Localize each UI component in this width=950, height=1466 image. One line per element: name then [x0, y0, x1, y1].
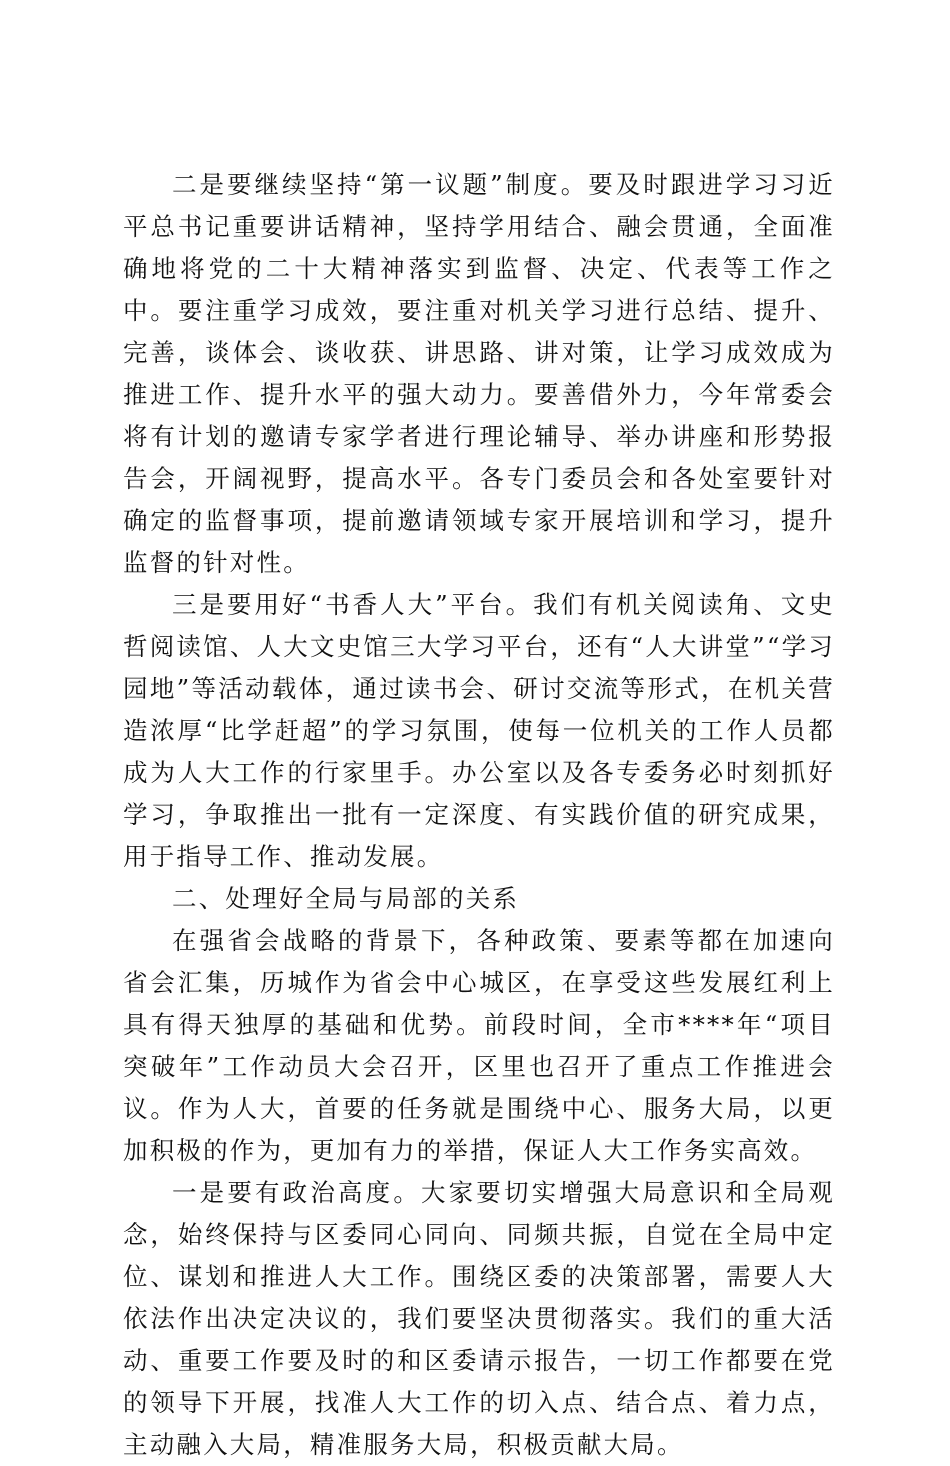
- document-body: [123, 164, 835, 1466]
- paragraph-book-platform: 三是要用好“书香人大”平台。我们有机关阅读角、文史哲阅读馆、人大文史馆三大学习平台，还有“人大讲堂”“学习园地”等活动载体，通过读书会、研讨交流等形式，在机关营造浓厚“比学赶超”的学习氛围，使每一位机关的工作人员都成为人大工作的行家里手。办公室以及各专委务必时刻抓好学习，争取推出一批有一定深度、有实践价值的研究成果，用于指导工作、推动发展。: [123, 590, 835, 871]
- paragraph-strong-capital: 在强省会战略的背景下，各种政策、要素等都在加速向省会汇集，历城作为省会中心城区，在享受这些发展红利上具有得天独厚的基础和优势。前段时间，全市****年“项目突破年”工作动员大会召开，区里也召开了重点工作推进会议。作为人大，首要的任务就是围绕中心、服务大局，以更加积极的作为，更加有力的举措，保证人大工作务实高效。: [123, 926, 835, 1165]
- paragraph-political-height: 一是要有政治高度。大家要切实增强大局意识和全局观念，始终保持与区委同心同向、同频共振，自觉在全局中定位、谋划和推进人大工作。围绕区委的决策部署，需要人大依法作出决定决议的，我们要坚决贯彻落实。我们的重大活动、重要工作要及时的和区委请示报告，一切工作都要在党的领导下开展，找准人大工作的切入点、结合点、着力点，主动融入大局，精准服务大局，积极贡献大局。: [123, 1178, 835, 1459]
- paragraph-first-agenda: 二是要继续坚持“第一议题”制度。要及时跟进学习习近平总书记重要讲话精神，坚持学用结合、融会贯通，全面准确地将党的二十大精神落实到监督、决定、代表等工作之中。要注重学习成效，要注重对机关学习进行总结、提升、完善，谈体会、谈收获、讲思路、讲对策，让学习成效成为推进工作、提升水平的强大动力。要善借外力，今年常委会将有计划的邀请专家学者进行理论辅导、举办讲座和形势报告会，开阔视野，提高水平。各专门委员会和各处室要针对确定的监督事项，提前邀请领域专家开展培训和学习，提升监督的针对性。: [123, 170, 835, 577]
- section-heading: 二、处理好全局与局部的关系: [172, 884, 520, 913]
